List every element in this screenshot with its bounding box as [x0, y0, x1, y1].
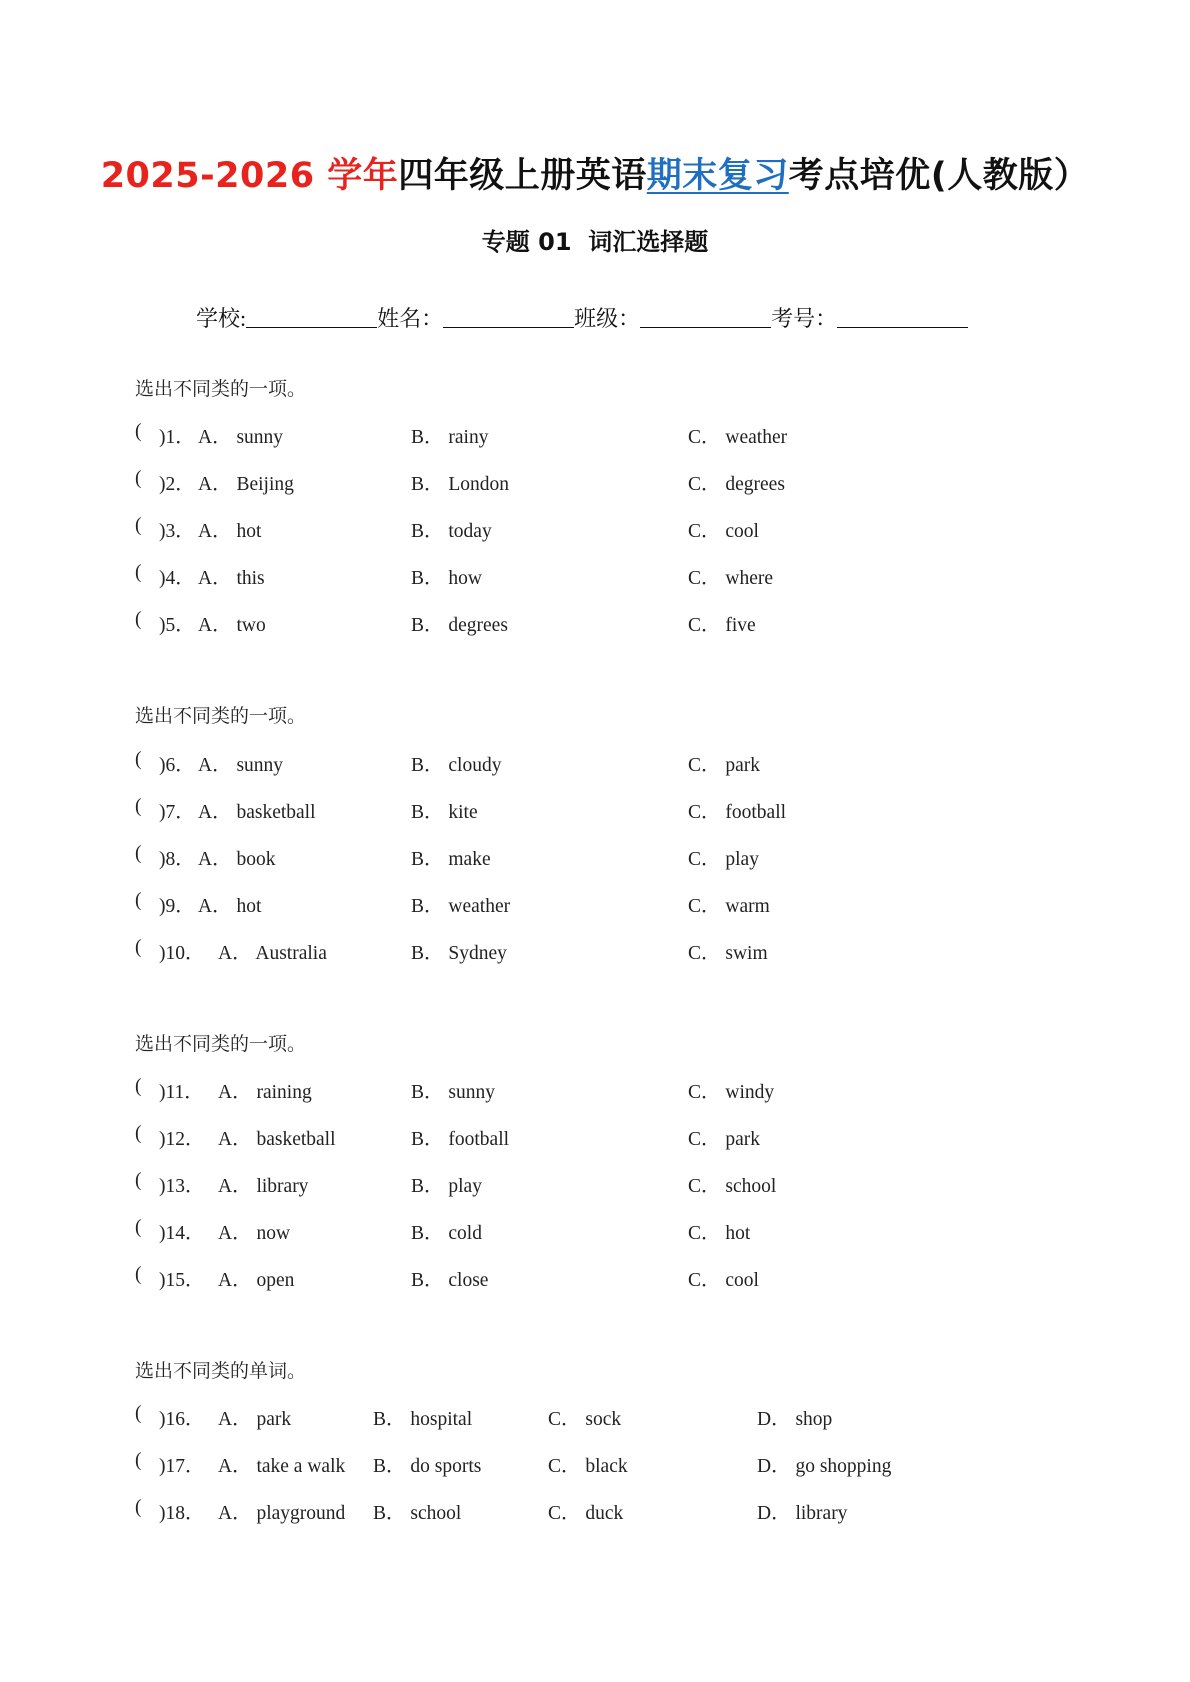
- answer-paren[interactable]: (: [135, 562, 142, 583]
- option-b: B． sunny: [411, 1082, 495, 1103]
- student-info-line: [196, 302, 1016, 333]
- question-number: )13．: [159, 1176, 205, 1197]
- option-a: A． raining: [218, 1082, 312, 1103]
- question-number: )1．: [159, 427, 195, 448]
- option-b: B． hospital: [373, 1409, 473, 1430]
- option-d: D． go shopping: [757, 1456, 892, 1477]
- question-number: )14．: [159, 1223, 205, 1244]
- question-number: )3．: [159, 521, 195, 542]
- page-title: [0, 148, 1190, 198]
- option-b: B． cloudy: [411, 755, 502, 776]
- answer-paren[interactable]: (: [135, 1170, 142, 1191]
- class-blank[interactable]: [640, 307, 771, 328]
- question-number: )17．: [159, 1456, 205, 1477]
- option-b: B． cold: [411, 1223, 482, 1244]
- question-5: [135, 609, 1035, 635]
- section-1-instruction: 选出不同类的一项。: [135, 379, 307, 400]
- answer-paren[interactable]: (: [135, 1123, 142, 1144]
- option-b: B． football: [411, 1129, 510, 1150]
- answer-paren[interactable]: (: [135, 1450, 142, 1471]
- question-7: [135, 796, 1035, 822]
- question-number: )11．: [159, 1082, 204, 1103]
- option-a: A． two: [198, 615, 266, 636]
- question-14: [135, 1217, 1035, 1243]
- question-number: )9．: [159, 896, 195, 917]
- option-b: B． weather: [411, 896, 511, 917]
- option-a: A． Australia: [218, 943, 327, 964]
- question-15: [135, 1264, 1035, 1290]
- option-c: C． play: [688, 849, 759, 870]
- option-d: D． library: [757, 1503, 848, 1524]
- question-8: [135, 843, 1035, 869]
- option-c: C． where: [688, 568, 774, 589]
- title-year: 2025-2026 学年: [100, 156, 399, 196]
- section-4-instruction: 选出不同类的单词。: [135, 1361, 307, 1382]
- option-a: A． sunny: [198, 427, 284, 448]
- answer-paren[interactable]: (: [135, 609, 142, 630]
- option-a: A． playground: [218, 1503, 346, 1524]
- question-number: )5．: [159, 615, 195, 636]
- option-c: C． sock: [548, 1409, 622, 1430]
- option-c: C． swim: [688, 943, 768, 964]
- option-a: A． library: [218, 1176, 309, 1197]
- option-d: D． shop: [757, 1409, 833, 1430]
- question-number: )7．: [159, 802, 195, 823]
- option-c: C． five: [688, 615, 756, 636]
- title-grade: 四年级上册英语: [398, 156, 647, 196]
- option-c: C． duck: [548, 1503, 624, 1524]
- exam-number-label: 考号：: [771, 306, 838, 331]
- option-a: A． this: [198, 568, 265, 589]
- option-a: A． open: [218, 1270, 295, 1291]
- question-13: [135, 1170, 1035, 1196]
- option-c: C． park: [688, 1129, 761, 1150]
- section-2-instruction: 选出不同类的一项。: [135, 706, 307, 727]
- option-a: A． basketball: [218, 1129, 336, 1150]
- question-number: )10．: [159, 943, 205, 964]
- answer-paren[interactable]: (: [135, 1264, 142, 1285]
- option-a: A． hot: [198, 521, 262, 542]
- option-b: B． make: [411, 849, 491, 870]
- exam-number-blank[interactable]: [837, 307, 968, 328]
- option-a: A． book: [198, 849, 276, 870]
- answer-paren[interactable]: (: [135, 1403, 142, 1424]
- option-b: B． play: [411, 1176, 482, 1197]
- option-b: B． degrees: [411, 615, 508, 636]
- answer-paren[interactable]: (: [135, 890, 142, 911]
- question-12: [135, 1123, 1035, 1149]
- option-c: C． degrees: [688, 474, 785, 495]
- option-a: A． take a walk: [218, 1456, 346, 1477]
- option-b: B． rainy: [411, 427, 489, 448]
- section-3-instruction: 选出不同类的一项。: [135, 1034, 307, 1055]
- answer-paren[interactable]: (: [135, 1076, 142, 1097]
- option-c: C． black: [548, 1456, 628, 1477]
- option-c: C． hot: [688, 1223, 751, 1244]
- school-label: 学校:: [196, 306, 247, 331]
- option-a: A． hot: [198, 896, 262, 917]
- question-11: [135, 1076, 1035, 1102]
- option-c: C． weather: [688, 427, 788, 448]
- answer-paren[interactable]: (: [135, 843, 142, 864]
- name-blank[interactable]: [443, 307, 574, 328]
- question-3: [135, 515, 1035, 541]
- option-a: A． basketball: [198, 802, 316, 823]
- question-17: [135, 1450, 1035, 1476]
- question-number: )6．: [159, 755, 195, 776]
- answer-paren[interactable]: (: [135, 468, 142, 489]
- question-number: )8．: [159, 849, 195, 870]
- answer-paren[interactable]: (: [135, 515, 142, 536]
- option-b: B． school: [373, 1503, 462, 1524]
- name-label: 姓名：: [377, 306, 444, 331]
- school-blank[interactable]: [246, 307, 377, 328]
- option-a: A． sunny: [198, 755, 284, 776]
- question-number: )2．: [159, 474, 195, 495]
- option-b: B． do sports: [373, 1456, 482, 1477]
- page-subtitle: 专题 01 词汇选择题: [481, 228, 709, 256]
- option-c: C． school: [688, 1176, 777, 1197]
- answer-paren[interactable]: (: [135, 937, 142, 958]
- option-c: C． warm: [688, 896, 770, 917]
- question-1: [135, 421, 1035, 447]
- option-c: C． park: [688, 755, 761, 776]
- option-b: B． Sydney: [411, 943, 507, 964]
- question-4: [135, 562, 1035, 588]
- question-2: [135, 468, 1035, 494]
- option-c: C． windy: [688, 1082, 775, 1103]
- option-b: B． how: [411, 568, 482, 589]
- option-a: A． park: [218, 1409, 292, 1430]
- question-9: [135, 890, 1035, 916]
- question-10: [135, 937, 1035, 963]
- option-c: C． cool: [688, 521, 759, 542]
- question-18: [135, 1497, 1035, 1523]
- option-c: C． cool: [688, 1270, 759, 1291]
- option-b: B． today: [411, 521, 492, 542]
- question-number: )12．: [159, 1129, 205, 1150]
- question-16: [135, 1403, 1035, 1429]
- title-topic: 考点培优(人教版）: [788, 156, 1090, 196]
- option-a: A． now: [218, 1223, 291, 1244]
- answer-paren[interactable]: (: [135, 749, 142, 770]
- option-b: B． London: [411, 474, 510, 495]
- option-b: B． close: [411, 1270, 489, 1291]
- question-number: )4．: [159, 568, 195, 589]
- answer-paren[interactable]: (: [135, 1497, 142, 1518]
- answer-paren[interactable]: (: [135, 796, 142, 817]
- answer-paren[interactable]: (: [135, 1217, 142, 1238]
- question-number: )18．: [159, 1503, 205, 1524]
- question-6: [135, 749, 1035, 775]
- question-number: )16．: [159, 1409, 205, 1430]
- option-b: B． kite: [411, 802, 478, 823]
- option-a: A． Beijing: [198, 474, 294, 495]
- answer-paren[interactable]: (: [135, 421, 142, 442]
- option-c: C． football: [688, 802, 787, 823]
- class-label: 班级：: [574, 306, 641, 331]
- question-number: )15．: [159, 1270, 205, 1291]
- title-final-review: 期末复习: [646, 156, 789, 196]
